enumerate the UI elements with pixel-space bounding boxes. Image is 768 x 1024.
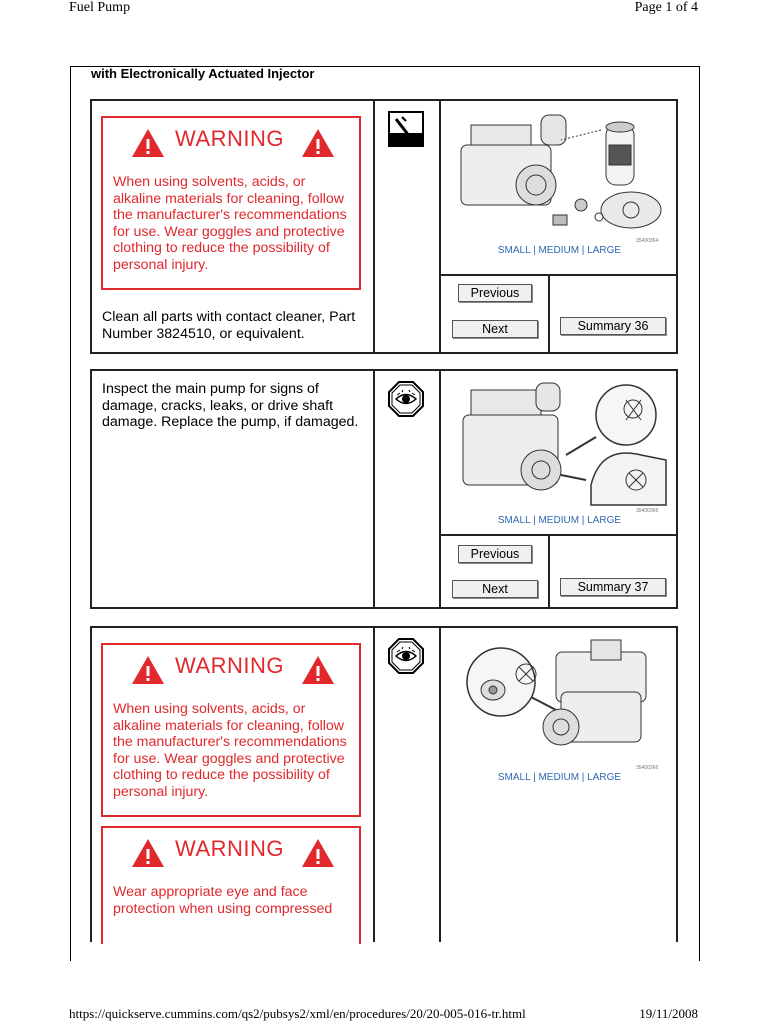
page-header-title: Fuel Pump <box>69 0 131 15</box>
button-divider <box>548 274 550 352</box>
column-divider <box>373 101 375 352</box>
image-number: 35400366 <box>636 765 659 771</box>
step-instruction-text: Clean all parts with contact cleaner, Part Number 3824510, or equivalent. <box>102 309 356 342</box>
large-link[interactable]: LARGE <box>587 245 622 256</box>
section-title: with Electronically Actuated Injector <box>91 66 315 81</box>
component-illustration <box>441 632 678 788</box>
small-link[interactable]: SMALL <box>497 515 531 526</box>
page-footer-url: https://quickserve.cummins.com/qs2/pubsys2/xml/en/procedures/20/20-005-016-tr.html <box>69 1006 526 1021</box>
image-number: 35400366 <box>636 508 659 514</box>
previous-button[interactable]: Previous <box>458 545 532 563</box>
row-divider <box>441 274 676 276</box>
image-number: 35400364 <box>636 238 659 244</box>
medium-link[interactable]: MEDIUM <box>538 245 580 256</box>
eye-inspect-icon <box>388 381 424 417</box>
warning-title: WARNING <box>175 836 285 861</box>
small-link[interactable]: SMALL <box>497 245 531 256</box>
procedure-step-2 <box>90 369 678 609</box>
image-size-links: SMALL | MEDIUM | LARGE <box>497 245 622 256</box>
image-size-links: SMALL | MEDIUM | LARGE <box>497 515 622 526</box>
medium-link[interactable]: MEDIUM <box>538 772 580 783</box>
cleaning-icon <box>388 111 424 147</box>
column-divider <box>373 371 375 607</box>
column-divider <box>373 628 375 942</box>
warning-text: When using solvents, acids, or alkaline materials for cleaning, follow the manufacturer's recommendations for use. Wear goggles and protective clothing to reduce the possibility of personal injury. <box>113 701 347 800</box>
warning-triangle-icon <box>301 655 335 685</box>
warning-title: WARNING <box>175 126 285 151</box>
next-button[interactable]: Next <box>452 580 538 598</box>
procedure-step-1 <box>90 99 678 354</box>
button-divider <box>548 534 550 607</box>
fuel-pump-illustration <box>441 105 678 245</box>
medium-link[interactable]: MEDIUM <box>538 515 580 526</box>
small-link[interactable]: SMALL <box>497 772 531 783</box>
next-button[interactable]: Next <box>452 320 538 338</box>
warning-box <box>101 826 361 944</box>
component-illustration <box>441 105 678 271</box>
large-link[interactable]: LARGE <box>587 772 622 783</box>
step-instruction-text: Inspect the main pump for signs of damage, cracks, leaks, or drive shaft damage. Replace the pump, if damaged. <box>102 381 359 430</box>
warning-triangle-icon <box>301 128 335 158</box>
summary-button[interactable]: Summary 36 <box>560 317 666 335</box>
procedure-step-3 <box>90 626 678 942</box>
fuel-pump-inspection-illustration <box>441 632 678 772</box>
previous-button[interactable]: Previous <box>458 284 532 302</box>
warning-box <box>101 116 361 290</box>
warning-text: When using solvents, acids, or alkaline materials for cleaning, follow the manufacturer's recommendations for use. Wear goggles and protective clothing to reduce the possibility of personal injury. <box>113 174 347 273</box>
warning-triangle-icon <box>301 838 335 868</box>
large-link[interactable]: LARGE <box>587 515 622 526</box>
row-divider <box>441 534 676 536</box>
warning-title: WARNING <box>175 653 285 678</box>
image-size-links: SMALL | MEDIUM | LARGE <box>497 772 622 783</box>
warning-text: Wear appropriate eye and face protection when using compressed <box>113 884 333 917</box>
eye-inspect-icon <box>388 638 424 674</box>
summary-button[interactable]: Summary 37 <box>560 578 666 596</box>
warning-triangle-icon <box>131 838 165 868</box>
warning-triangle-icon <box>131 128 165 158</box>
component-illustration <box>441 375 678 531</box>
warning-triangle-icon <box>131 655 165 685</box>
warning-box <box>101 643 361 817</box>
fuel-pump-inspection-illustration <box>441 375 678 515</box>
page-header-page-number: Page 1 of 4 <box>634 0 698 15</box>
page-footer-date: 19/11/2008 <box>639 1006 698 1021</box>
